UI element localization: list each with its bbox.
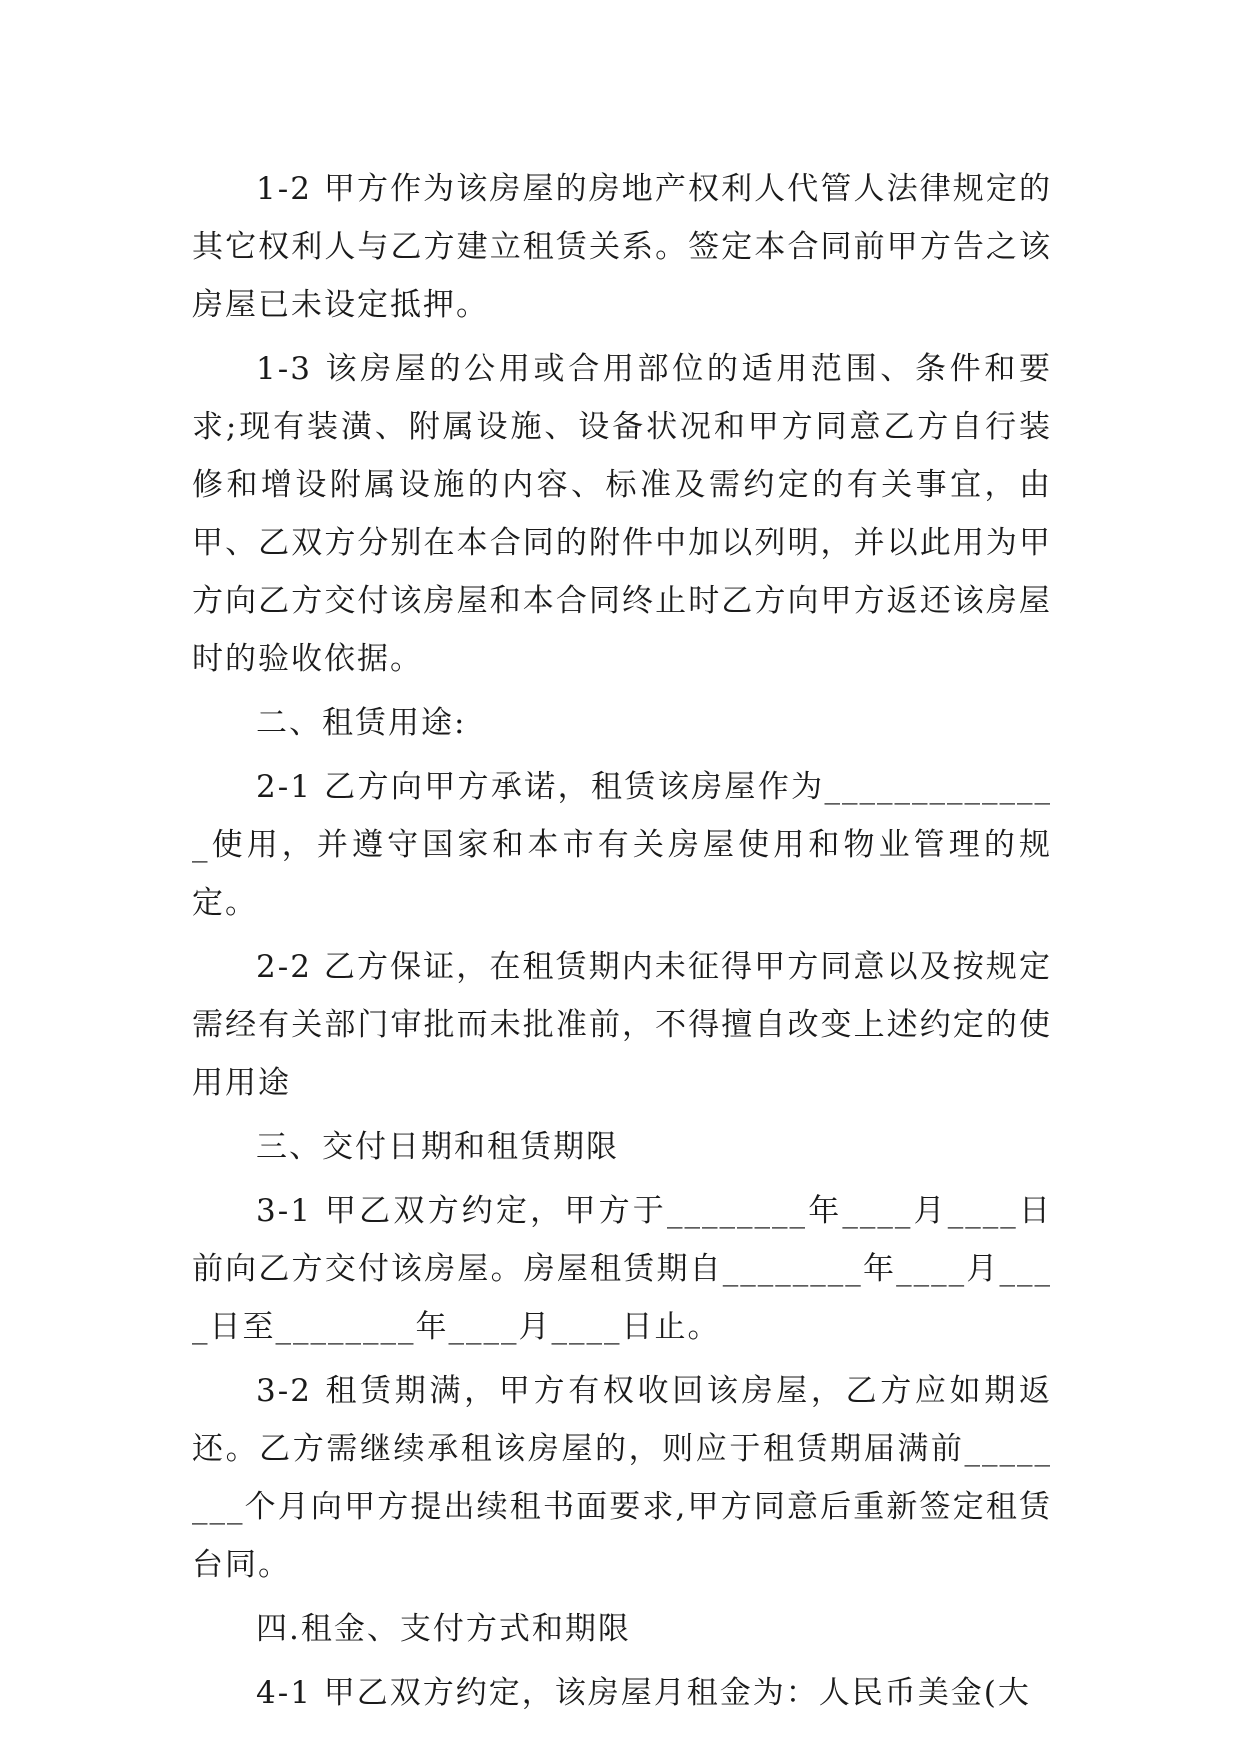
paragraph-3-2: 3-2 租赁期满，甲方有权收回该房屋，乙方应如期返还。乙方需继续承租该房屋的，则应于租赁期届满前________个月向甲方提出续租书面要求,甲方同意后重新签定租赁台同。 <box>192 1373 1052 1583</box>
section-heading-2: 二、租赁用途: <box>256 705 467 741</box>
paragraph-1-2: 1-2 甲方作为该房屋的房地产权利人代管人法律规定的其它权利人与乙方建立租赁关系。签定本合同前甲方告之该房屋已未设定抵押。 <box>192 171 1052 323</box>
paragraph-4-1: 4-1 甲乙双方约定，该房屋月租金为：人民币美金(大 <box>256 1675 1031 1711</box>
section-heading-3: 三、交付日期和租赁期限 <box>256 1129 619 1165</box>
paragraph-2-2: 2-2 乙方保证，在租赁期内未征得甲方同意以及按规定需经有关部门审批而未批准前，不得擅自改变上述约定的使用用途 <box>192 949 1052 1101</box>
paragraph-1-3: 1-3 该房屋的公用或合用部位的适用范围、条件和要求;现有装潢、附属设施、设备状况和甲方同意乙方自行装修和增设附属设施的内容、标准及需约定的有关事宜，由甲、乙双方分别在本合同的附件中加以列明，并以此用为甲方向乙方交付该房屋和本合同终止时乙方向甲方返还该房屋时的验收依据。 <box>192 351 1052 677</box>
section-heading-4: 四.租金、支付方式和期限 <box>256 1611 631 1647</box>
paragraph-2-1: 2-1 乙方向甲方承诺，租赁该房屋作为______________使用，并遵守国家和本市有关房屋使用和物业管理的规定。 <box>192 769 1052 921</box>
paragraph-3-1: 3-1 甲乙双方约定，甲方于________年____月____日前向乙方交付该房屋。房屋租赁期自________年____月____日至________年____月____日止。 <box>192 1193 1052 1345</box>
document-body <box>192 160 1052 1728</box>
